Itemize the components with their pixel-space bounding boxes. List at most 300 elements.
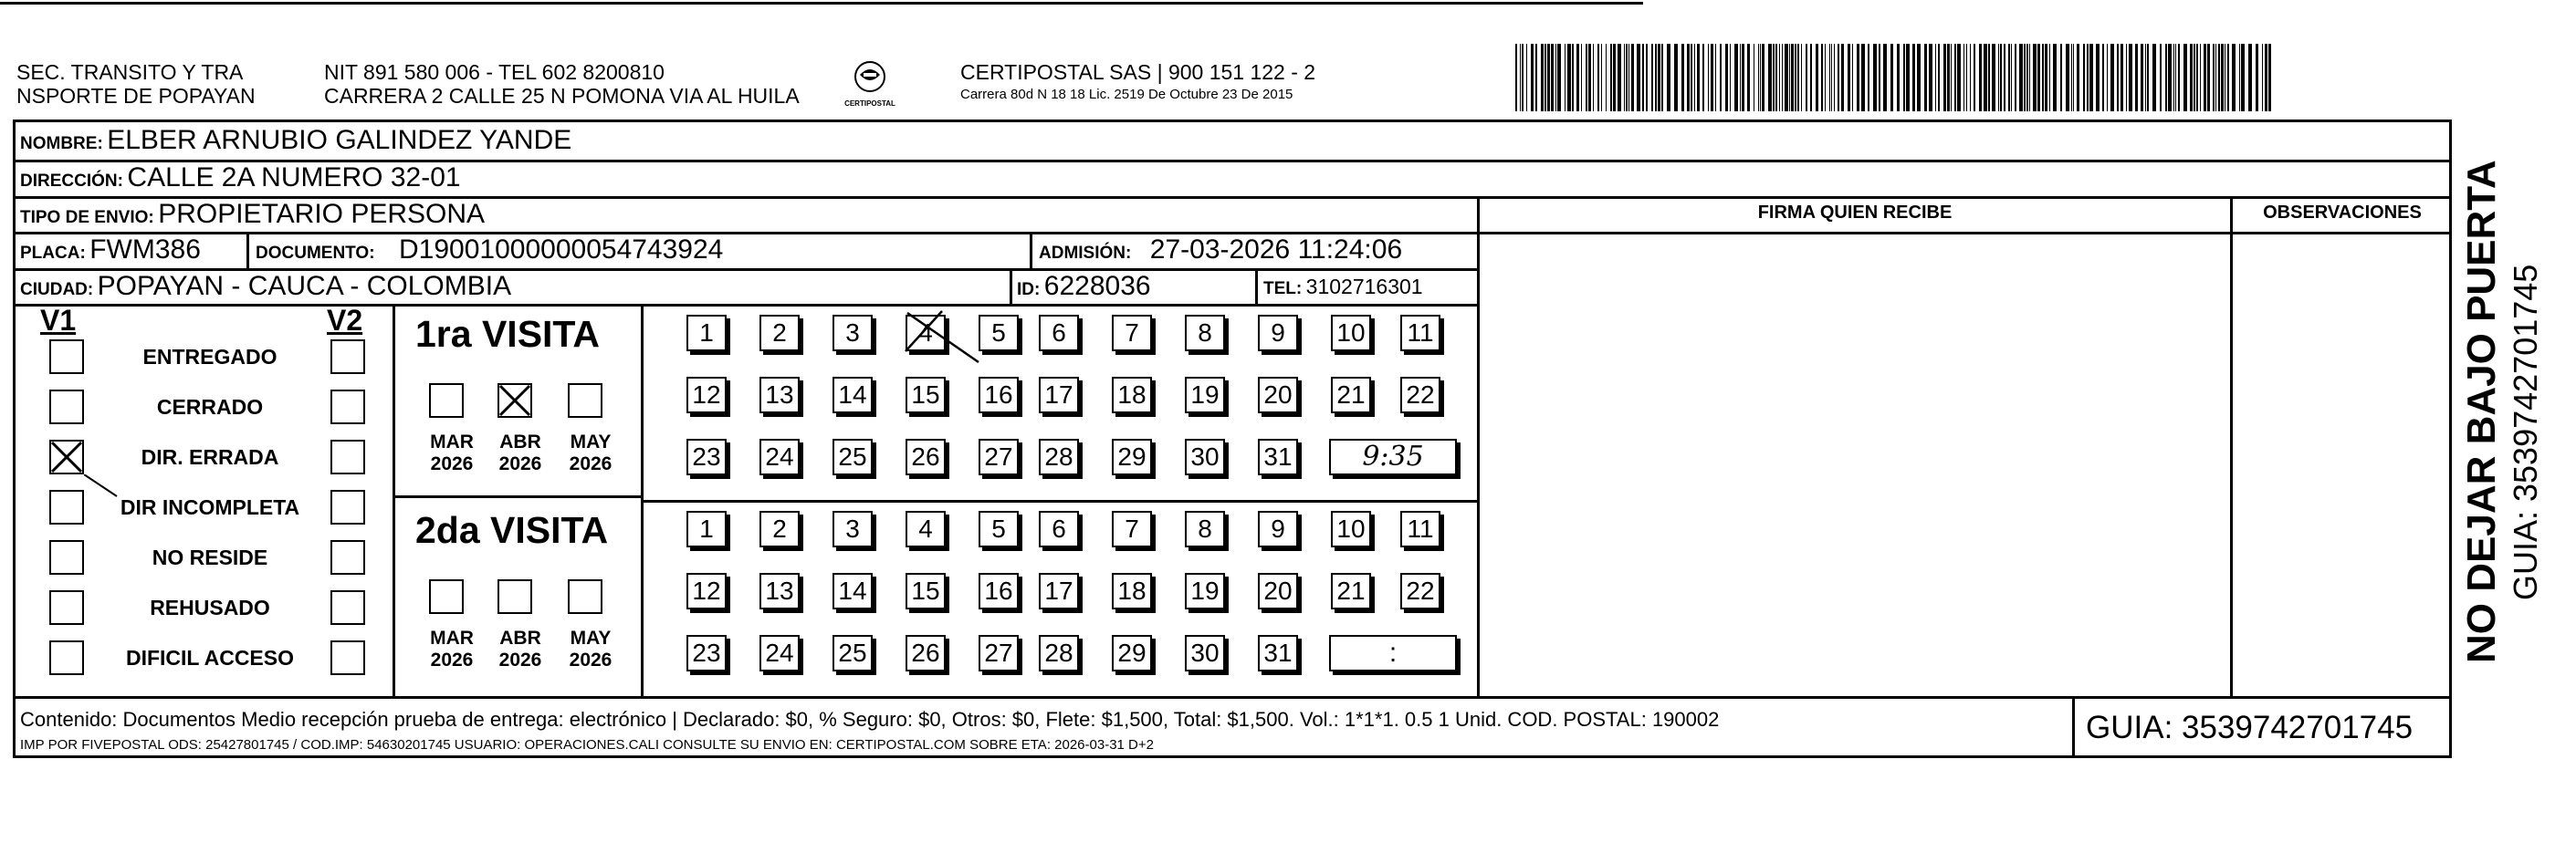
day-box[interactable]: 6 [1039, 315, 1079, 351]
status-option-label: REHUSADO [150, 596, 270, 619]
barcode-bar [1725, 44, 1728, 111]
barcode-bar [1954, 44, 1956, 111]
barcode-bar [1557, 44, 1561, 111]
status-option-label: CERRADO [156, 395, 264, 419]
barcode-bar [2200, 44, 2201, 111]
barcode-bar [2033, 44, 2037, 111]
day-box[interactable]: 16 [979, 573, 1019, 609]
barcode-bar [1606, 44, 1607, 111]
barcode-bar [1742, 44, 1744, 111]
barcode-bar [2089, 44, 2093, 111]
barcode-bar [1951, 44, 1952, 111]
day-box[interactable]: 29 [1112, 635, 1152, 671]
barcode-bar [2135, 44, 2138, 111]
barcode-bar [1924, 44, 1927, 111]
barcode-bar [1687, 44, 1690, 111]
barcode-bar [2207, 44, 2210, 111]
v2-label: V2 [327, 304, 363, 337]
day-box[interactable]: 26 [906, 635, 946, 671]
certipostal-logo [838, 57, 902, 111]
barcode-bar [1618, 44, 1621, 111]
day-box[interactable]: 5 [979, 315, 1019, 351]
v1-checkbox[interactable] [49, 390, 84, 424]
day-box[interactable]: 30 [1185, 439, 1225, 475]
barcode-bar [1848, 44, 1850, 111]
direccion-row [20, 160, 461, 201]
day-box[interactable]: 6 [1039, 511, 1079, 547]
side-warning: NO DEJAR BAJO PUERTA [2459, 160, 2504, 663]
day-box[interactable]: 14 [832, 573, 873, 609]
time-box[interactable]: : [1329, 635, 1457, 671]
day-box[interactable]: 12 [686, 573, 727, 609]
day-box[interactable]: 31 [1258, 439, 1298, 475]
day-box[interactable]: 22 [1400, 377, 1440, 413]
footer-content-line: Contenido: Documentos Medio recepción prueba de entrega: electrónico | Declarado: $0, % Seguro: $0, Otros: $0, Flete: $1,500, Total: $1,500. Vol.: 1*1*1. 0.5 1 Unid. COD. POSTAL: 190002 [20, 708, 1720, 731]
barcode-bar [1988, 44, 1990, 111]
barcode-bar [1588, 44, 1591, 111]
barcode-bar [1637, 44, 1640, 111]
placa-field [20, 232, 201, 273]
barcode-bar [1762, 44, 1764, 111]
day-box[interactable]: 29 [1112, 439, 1152, 475]
barcode-bar [1674, 44, 1678, 111]
month-label [559, 432, 623, 475]
barcode-bar [1831, 44, 1832, 111]
tel-label: TEL: [1263, 279, 1303, 298]
barcode-bar [1810, 44, 1812, 111]
day-box[interactable]: 4 [906, 315, 946, 351]
signature-area[interactable] [1480, 234, 2230, 696]
barcode-bar [1681, 44, 1684, 111]
v1-checkbox[interactable] [49, 339, 84, 374]
placa-label: PLACA: [20, 244, 86, 263]
day-box[interactable]: 13 [759, 573, 800, 609]
barcode-bar [1545, 44, 1546, 111]
side-guia: GUIA: 3539742701745 [2507, 264, 2544, 600]
row-divider [13, 696, 2452, 699]
barcode-bar [1947, 44, 1950, 111]
col-divider [1030, 232, 1032, 268]
day-box[interactable]: 30 [1185, 635, 1225, 671]
v1-checkbox[interactable] [49, 590, 84, 625]
col-divider [641, 304, 644, 696]
day-box[interactable]: 13 [759, 377, 800, 413]
barcode-bar [2152, 44, 2156, 111]
v2-checkbox[interactable] [330, 339, 365, 374]
barcode-bar [2120, 44, 2123, 111]
barcode-bar [2129, 44, 2132, 111]
month-checkbox[interactable] [429, 579, 464, 614]
barcode-bar [2265, 44, 2267, 111]
day-box[interactable]: 21 [1331, 377, 1371, 413]
day-box[interactable]: 2 [759, 511, 800, 547]
day-box[interactable]: 19 [1185, 377, 1225, 413]
documento-value: D19001000000054743924 [399, 234, 724, 265]
month-name: MAY [570, 628, 612, 649]
barcode-bar [2096, 44, 2100, 111]
status-option-label: NO RESIDE [152, 546, 268, 569]
time-box[interactable]: 9:35 [1329, 439, 1457, 475]
day-box[interactable]: 10 [1331, 315, 1371, 351]
top-rule [0, 2, 1643, 5]
barcode-bar [1868, 44, 1869, 111]
barcode-bar [1906, 44, 1910, 111]
day-box[interactable]: 26 [906, 439, 946, 475]
barcode-bar [2190, 44, 2193, 111]
day-box[interactable]: 24 [759, 439, 800, 475]
barcode-bar [1526, 44, 1527, 111]
barcode-bar [1890, 44, 1893, 111]
barcode-bar [2110, 44, 2114, 111]
day-box[interactable]: 5 [979, 511, 1019, 547]
visit-title: 2da VISITA [415, 509, 609, 551]
month-year: 2026 [569, 453, 613, 474]
barcode-bar [1760, 44, 1761, 111]
col-divider [1010, 268, 1012, 304]
barcode-bar [1551, 44, 1554, 111]
day-box[interactable]: 15 [906, 573, 946, 609]
day-box[interactable]: 27 [979, 439, 1019, 475]
v2-checkbox[interactable] [330, 490, 365, 525]
row-divider [641, 500, 1477, 503]
v1-checkbox[interactable] [49, 490, 84, 525]
status-option-label: DIFICIL ACCESO [125, 646, 294, 670]
barcode-bar [2000, 44, 2002, 111]
ciudad-value: POPAYAN - CAUCA - COLOMBIA [97, 271, 512, 301]
barcode-bar [1795, 44, 1796, 111]
barcode-bar [2145, 44, 2146, 111]
barcode-bar [1852, 44, 1853, 111]
tipo-label: TIPO DE ENVIO: [20, 208, 154, 227]
barcode-bar [1957, 44, 1961, 111]
barcode-bar [2073, 44, 2074, 111]
admision-field [1039, 232, 1402, 273]
observaciones-header: OBSERVACIONES [2263, 203, 2422, 223]
barcode-bar [1758, 44, 1759, 111]
day-box[interactable]: 27 [979, 635, 1019, 671]
day-box[interactable]: 11 [1400, 511, 1440, 547]
month-year: 2026 [569, 650, 613, 671]
barcode-bar [1825, 44, 1826, 111]
barcode-bar [1873, 44, 1877, 111]
barcode-bar [2256, 44, 2258, 111]
barcode-bar [1646, 44, 1648, 111]
day-box[interactable]: 12 [686, 377, 727, 413]
day-box[interactable]: 18 [1112, 573, 1152, 609]
day-box[interactable]: 28 [1039, 439, 1079, 475]
barcode-bar [1917, 44, 1921, 111]
day-box[interactable]: 4 [906, 511, 946, 547]
barcode-bar [1857, 44, 1859, 111]
nombre-label: NOMBRE: [20, 134, 103, 153]
barcode-bar [1879, 44, 1880, 111]
barcode-bar [1966, 44, 1967, 111]
barcode-bar [2083, 44, 2085, 111]
barcode-bar [2042, 44, 2044, 111]
barcode-bar [1801, 44, 1802, 111]
day-box[interactable]: 9 [1258, 315, 1298, 351]
carrier-line2: Carrera 80d N 18 18 Lic. 2519 De Octubre 23 De 2015 [960, 87, 1293, 102]
day-box[interactable]: 21 [1331, 573, 1371, 609]
day-box[interactable]: 3 [832, 511, 873, 547]
barcode-bar [1883, 44, 1887, 111]
day-box[interactable]: 10 [1331, 511, 1371, 547]
barcode-bar [1789, 44, 1790, 111]
day-box[interactable]: 11 [1400, 315, 1440, 351]
day-box[interactable]: 17 [1039, 377, 1079, 413]
barcode-bar [2015, 44, 2016, 111]
barcode-bar [2049, 44, 2050, 111]
month-checkbox[interactable] [497, 579, 532, 614]
month-checkbox[interactable] [429, 383, 464, 418]
month-label [420, 628, 484, 671]
v1-checkbox[interactable] [49, 640, 84, 675]
day-box[interactable]: 9 [1258, 511, 1298, 547]
month-checkbox[interactable] [568, 383, 602, 418]
barcode-bar [2262, 44, 2263, 111]
day-box[interactable]: 20 [1258, 573, 1298, 609]
col-divider [246, 232, 249, 268]
barcode-bar [1697, 44, 1700, 111]
day-box[interactable]: 17 [1039, 573, 1079, 609]
barcode-bar [1861, 44, 1865, 111]
barcode-bar [1597, 44, 1599, 111]
handwritten-x-mark [902, 306, 984, 369]
barcode-bar [1768, 44, 1772, 111]
barcode-bar [2213, 44, 2215, 111]
direccion-value: CALLE 2A NUMERO 32-01 [127, 162, 461, 192]
barcode-bar [2008, 44, 2010, 111]
barcode-bar [1785, 44, 1788, 111]
barcode-bar [1715, 44, 1716, 111]
month-checkbox[interactable] [568, 579, 602, 614]
barcode-bar [2045, 44, 2047, 111]
barcode-bar [1897, 44, 1900, 111]
barcode-bar [2019, 44, 2023, 111]
month-name: MAY [570, 432, 612, 453]
barcode-bar [2004, 44, 2005, 111]
month-label [488, 432, 552, 475]
barcode-bar [2196, 44, 2198, 111]
barcode-bar [2037, 44, 2040, 111]
barcode-bar [1658, 44, 1660, 111]
barcode-bar [1522, 44, 1524, 111]
month-name: MAR [430, 432, 474, 453]
month-year: 2026 [498, 650, 542, 671]
barcode-bar [1661, 44, 1663, 111]
status-option-label: DIR INCOMPLETA [120, 495, 300, 519]
visit-title: 1ra VISITA [415, 313, 601, 355]
firma-header: FIRMA QUIEN RECIBE [1757, 203, 1953, 223]
barcode-bar [1791, 44, 1794, 111]
barcode-bar [2178, 44, 2180, 111]
day-box[interactable]: 1 [686, 511, 727, 547]
barcode-bar [2071, 44, 2072, 111]
barcode-bar [1515, 44, 1517, 111]
day-box[interactable]: 23 [686, 439, 727, 475]
day-box[interactable]: 28 [1039, 635, 1079, 671]
barcode-bar [1601, 44, 1602, 111]
barcode-bar [2126, 44, 2127, 111]
barcode-bar [2160, 44, 2162, 111]
barcode-bar [1613, 44, 1616, 111]
month-label [420, 432, 484, 475]
barcode-bar [2102, 44, 2104, 111]
barcode-bar [1779, 44, 1780, 111]
v1-checkbox[interactable] [49, 440, 84, 474]
barcode-bar [1816, 44, 1818, 111]
barcode-bar [1720, 44, 1722, 111]
barcode-bar [2227, 44, 2229, 111]
barcode-bar [2066, 44, 2069, 111]
v1-label: V1 [40, 304, 77, 337]
barcode-bar [2147, 44, 2149, 111]
barcode-bar [1841, 44, 1844, 111]
barcode-bar [1626, 44, 1628, 111]
nit-line2: CARRERA 2 CALLE 25 N POMONA VIA AL HUILA [324, 84, 800, 108]
barcode-bar [2268, 44, 2271, 111]
svg-text:CERTIPOSTAL: CERTIPOSTAL [844, 99, 895, 108]
row-divider [393, 495, 641, 498]
day-box[interactable]: 2 [759, 315, 800, 351]
month-name: ABR [499, 628, 541, 649]
barcode-bar [2248, 44, 2252, 111]
month-checkbox[interactable] [497, 383, 532, 418]
barcode-bar [1628, 44, 1629, 111]
barcode-bar [2173, 44, 2174, 111]
barcode-bar [1935, 44, 1936, 111]
barcode-bar [1834, 44, 1835, 111]
barcode-bar [2060, 44, 2062, 111]
barcode-bar [1624, 44, 1625, 111]
barcode-bar [1773, 44, 1775, 111]
barcode-bar [1593, 44, 1594, 111]
barcode-bar [2183, 44, 2187, 111]
barcode-bar [2011, 44, 2012, 111]
day-box[interactable]: 24 [759, 635, 800, 671]
v2-checkbox[interactable] [330, 640, 365, 675]
barcode-bar [1572, 44, 1574, 111]
admision-value: 27-03-2026 11:24:06 [1149, 234, 1403, 265]
footer-guia: GUIA: 3539742701745 [2086, 710, 2414, 745]
barcode-bar [1992, 44, 1995, 111]
nit-block [324, 60, 800, 108]
day-box[interactable]: 8 [1185, 511, 1225, 547]
day-box[interactable]: 8 [1185, 315, 1225, 351]
sender-line2: NSPORTE DE POPAYAN [16, 84, 256, 108]
nombre-row [20, 122, 571, 163]
barcode-bar [1838, 44, 1839, 111]
col-divider [1255, 268, 1258, 304]
id-label: ID: [1017, 280, 1041, 299]
barcode-bar [1912, 44, 1915, 111]
v2-checkbox[interactable] [330, 390, 365, 424]
barcode-bar [1821, 44, 1823, 111]
month-name: ABR [499, 432, 541, 453]
barcode-bar [2239, 44, 2240, 111]
barcode-bar [1970, 44, 1971, 111]
ciudad-label: CIUDAD: [20, 280, 94, 299]
barcode-bar [1567, 44, 1571, 111]
day-box[interactable]: 14 [832, 377, 873, 413]
documento-field [256, 232, 723, 273]
day-box[interactable]: 25 [832, 635, 873, 671]
tipo-value: PROPIETARIO PERSONA [158, 199, 486, 229]
day-box[interactable]: 22 [1400, 573, 1440, 609]
barcode-bar [1642, 44, 1644, 111]
day-box[interactable]: 25 [832, 439, 873, 475]
barcode-bar [2168, 44, 2172, 111]
month-name: MAR [430, 628, 474, 649]
barcode-bar [2024, 44, 2026, 111]
barcode-bar [2232, 44, 2236, 111]
barcode-bar [1929, 44, 1932, 111]
placa-value: FWM386 [89, 234, 201, 265]
barcode-bar [1520, 44, 1521, 111]
barcode-bar [1586, 44, 1587, 111]
barcode-bar [1711, 44, 1713, 111]
barcode-bar [2107, 44, 2108, 111]
day-box[interactable]: 20 [1258, 377, 1298, 413]
v1-checkbox[interactable] [49, 540, 84, 575]
carrier-block [960, 60, 1315, 103]
day-box[interactable]: 15 [906, 377, 946, 413]
barcode-bar [1555, 44, 1556, 111]
barcode-bar [1797, 44, 1799, 111]
nit-line1: NIT 891 580 006 - TEL 602 8200810 [324, 60, 665, 84]
month-year: 2026 [430, 650, 474, 671]
barcode-bar [1984, 44, 1987, 111]
barcode-bar [1581, 44, 1582, 111]
barcode-bar [1740, 44, 1741, 111]
documento-label: DOCUMENTO: [256, 244, 375, 263]
barcode-bar [1903, 44, 1905, 111]
barcode-bar [1963, 44, 1964, 111]
month-year: 2026 [430, 453, 474, 474]
observations-area[interactable] [2233, 234, 2452, 696]
day-box[interactable]: 16 [979, 377, 1019, 413]
barcode-bar [1631, 44, 1634, 111]
v2-checkbox[interactable] [330, 440, 365, 474]
month-year: 2026 [498, 453, 542, 474]
barcode-bar [1782, 44, 1783, 111]
barcode-bar [1734, 44, 1738, 111]
admision-label: ADMISIÓN: [1039, 244, 1132, 263]
footer-print-line: IMP POR FIVEPOSTAL ODS: 25427801745 / COD.IMP: 54630201745 USUARIO: OPERACIONES.CALI CONSULTE SU ENVIO EN: CERTIPOSTAL.COM SOBRE ETA: 2026-03-31 D+2 [20, 737, 1154, 753]
day-box[interactable]: 18 [1112, 377, 1152, 413]
barcode-bar [1702, 44, 1704, 111]
day-box[interactable]: 3 [832, 315, 873, 351]
barcode-bar [1938, 44, 1940, 111]
day-box[interactable]: 23 [686, 635, 727, 671]
barcode-bar [1829, 44, 1830, 111]
v2-checkbox[interactable] [330, 590, 365, 625]
barcode-bar [2053, 44, 2057, 111]
day-box[interactable]: 1 [686, 315, 727, 351]
barcode-bar [1747, 44, 1750, 111]
barcode-bar [1576, 44, 1579, 111]
barcode-bar [2175, 44, 2176, 111]
barcode-bar [1535, 44, 1537, 111]
barcode-bar [2141, 44, 2143, 111]
day-box[interactable]: 7 [1112, 315, 1152, 351]
v2-checkbox[interactable] [330, 540, 365, 575]
day-box[interactable]: 19 [1185, 573, 1225, 609]
day-box[interactable]: 7 [1112, 511, 1152, 547]
barcode-bar [2165, 44, 2167, 111]
barcode-bar [1694, 44, 1695, 111]
day-box[interactable]: 31 [1258, 635, 1298, 671]
